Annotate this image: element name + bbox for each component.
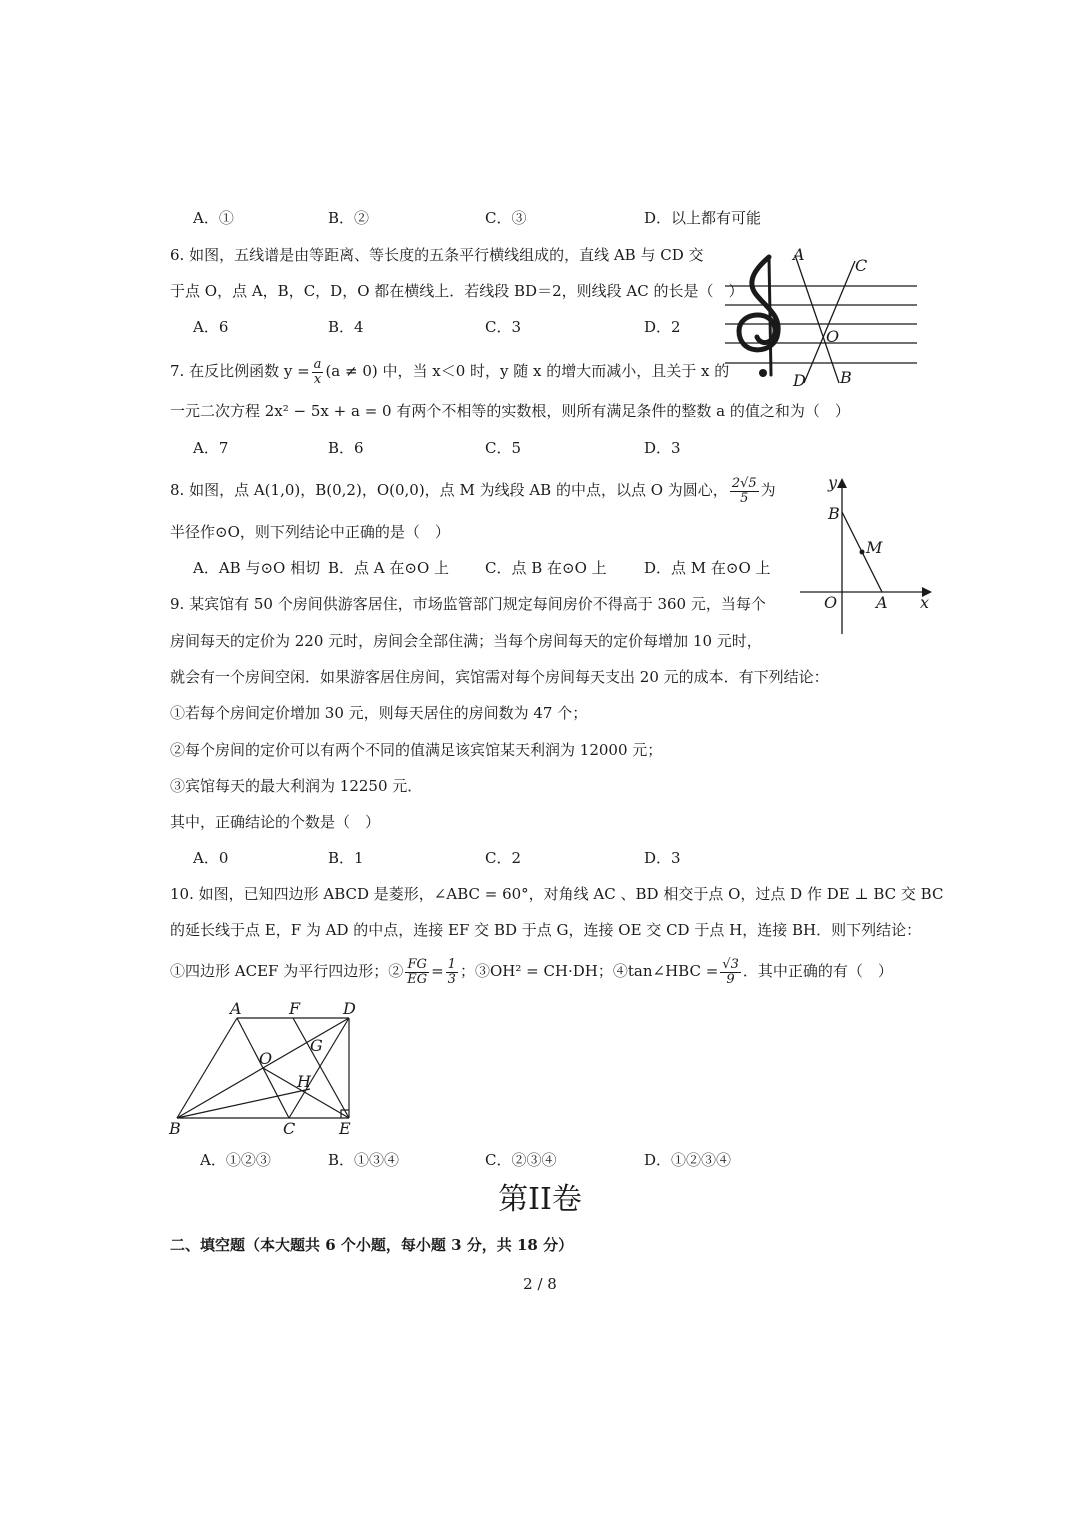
q5-option-a: A．①: [193, 209, 234, 227]
point-m: [860, 550, 865, 555]
fig10-label-b: B: [169, 1119, 181, 1138]
treble-clef-icon: [739, 257, 778, 377]
q9-option-c: C．2: [485, 849, 522, 867]
q7-text-line1-end: (a ≠ 0) 中，当 x＜0 时，y 随 x 的增大而减小，且关于 x 的: [325, 362, 730, 380]
fig6-label-c: C: [855, 256, 868, 275]
q8-text-line1-start: 8. 如图，点 A(1,0)，B(0,2)，O(0,0)，点 M 为线段 AB 的中点，以点 O 为圆心，: [170, 481, 728, 499]
q6-option-d: D．2: [644, 318, 681, 336]
q6-staff-figure: [725, 245, 920, 390]
q10-line3-start: ①四边形 ACEF 为平行四边形；②: [170, 962, 404, 980]
q9-option-a: A．0: [193, 849, 229, 867]
part2-title: 第II卷: [498, 1182, 582, 1217]
q10-fraction-tan: [720, 958, 741, 987]
y-axis-arrow-icon: [837, 478, 847, 488]
q10-option-c: C．②③④: [485, 1151, 557, 1169]
q8-coordinate-figure: [800, 472, 940, 637]
q9-text-line3: 就会有一个房间空闲．如果游客居住房间，宾馆需对每个房间每天支出 20 元的成本．有下列结论：: [170, 668, 829, 686]
q10-text-line1: 10. 如图，已知四边形 ABCD 是菱形，∠ABC = 60°，对角线 AC 、BD 相交于点 O，过点 D 作 DE ⊥ BC 交 BC: [170, 885, 944, 903]
fig8-label-y: y: [828, 473, 838, 492]
q10-frac1-num: FG: [405, 958, 429, 973]
q10-option-a: A．①②③: [200, 1151, 271, 1169]
q7-text-line1: [170, 356, 729, 387]
q9-question: 其中，正确结论的个数是（ ）: [170, 813, 381, 831]
q9-conclusion-2: ②每个房间的定价可以有两个不同的值满足该宾馆某天利润为 12000 元；: [170, 741, 663, 759]
q5-option-b: B．②: [328, 209, 370, 227]
q7-text-line1-start: 7. 在反比例函数 y =: [170, 362, 310, 380]
fig10-label-c: C: [283, 1119, 296, 1138]
fig6-label-a: A: [793, 245, 805, 264]
q8-option-d: D．点 M 在⊙O 上: [644, 559, 771, 577]
fig10-label-e: E: [339, 1119, 351, 1138]
q9-conclusion-1: ①若每个房间定价增加 30 元，则每天居住的房间数为 47 个；: [170, 704, 588, 722]
fig6-label-d: D: [793, 371, 806, 390]
q10-line3-end: ．其中正确的有（ ）: [742, 962, 893, 980]
fig10-label-o: O: [259, 1049, 273, 1068]
q7-option-a: A．7: [193, 439, 229, 457]
q10-frac1-den: EG: [407, 971, 428, 987]
q10-fraction-fg-eg: [405, 958, 429, 987]
q8-option-b: B．点 A 在⊙O 上: [328, 559, 450, 577]
q8-text-line2: 半径作⊙O，则下列结论中正确的是（ ）: [170, 523, 450, 541]
q7-option-d: D．3: [644, 439, 681, 457]
q10-frac3-den: 9: [726, 971, 735, 987]
q8-option-c: C．点 B 在⊙O 上: [485, 559, 607, 577]
fig8-label-x: x: [920, 593, 930, 612]
q8-fraction-den: 5: [740, 490, 749, 506]
q10-option-d: D．①②③④: [644, 1151, 732, 1169]
q10-fraction-one-third: [446, 958, 458, 987]
q10-line3-equals: =: [431, 962, 444, 980]
fig6-label-b: B: [840, 368, 852, 387]
side-ab: [177, 1018, 237, 1118]
q6-text-line2: 于点 O，点 A，B，C，D，O 都在横线上．若线段 BD＝2，则线段 AC 的长是（ ）: [170, 282, 744, 300]
q5-option-d: D．以上都有可能: [644, 209, 762, 227]
q8-option-a: A．AB 与⊙O 相切: [193, 559, 321, 577]
q10-text-line2: 的延长线于点 E，F 为 AD 的中点，连接 EF 交 BD 于点 G，连接 OE 交 CD 于点 H，连接 BH．则下列结论：: [170, 921, 922, 939]
fig8-label-o: O: [824, 593, 838, 612]
q8-text-line1: [170, 474, 776, 506]
q9-option-b: B．1: [328, 849, 364, 867]
section2-heading: 二、填空题（本大题共 6 个小题，每小题 3 分，共 18 分）: [170, 1236, 574, 1254]
segment-bh: [177, 1089, 310, 1118]
q10-rhombus-figure: [165, 998, 365, 1140]
q6-option-a: A．6: [193, 318, 229, 336]
fig10-label-g: G: [310, 1036, 323, 1055]
q7-fraction: [312, 358, 324, 387]
q10-option-b: B．①③④: [328, 1151, 400, 1169]
q7-fraction-num: a: [313, 356, 322, 372]
q6-option-b: B．4: [328, 318, 364, 336]
q10-line3-middle: ；③OH² = CH·DH；④tan∠HBC =: [459, 962, 719, 980]
line-cd: [804, 261, 855, 383]
q9-option-d: D．3: [644, 849, 681, 867]
q8-text-line1-end: 为: [760, 481, 776, 499]
q9-text-line1: 9. 某宾馆有 50 个房间供游客居住，市场监管部门规定每间房价不得高于 360 元，当每个: [170, 595, 766, 613]
q8-fraction: [730, 477, 759, 506]
q10-frac2-num: 1: [447, 956, 456, 972]
fig8-label-a: A: [876, 593, 888, 612]
q5-option-c: C．③: [485, 209, 527, 227]
page-number: 2 / 8: [523, 1275, 557, 1293]
fig6-label-o: O: [826, 327, 840, 346]
q10-text-line3: [170, 953, 893, 989]
q7-text-line2: 一元二次方程 2x² − 5x + a = 0 有两个不相等的实数根，则所有满足条件的整数 a 的值之和为（ ）: [170, 402, 850, 420]
q7-fraction-den: x: [313, 371, 322, 387]
line-ab: [795, 255, 839, 383]
q9-text-line2: 房间每天的定价为 220 元时，房间会全部住满；当每个房间每天的定价每增加 10 元时，: [170, 632, 762, 650]
q9-conclusion-3: ③宾馆每天的最大利润为 12250 元．: [170, 777, 423, 795]
q7-option-b: B．6: [328, 439, 364, 457]
fig10-label-f: F: [289, 999, 301, 1018]
fig10-label-h: H: [297, 1072, 311, 1091]
fig8-label-m: M: [866, 538, 883, 557]
q6-text-line1: 6. 如图，五线谱是由等距离、等长度的五条平行横线组成的，直线 AB 与 CD 交: [170, 246, 704, 264]
q6-option-c: C．3: [485, 318, 522, 336]
q7-option-c: C．5: [485, 439, 522, 457]
q10-frac3-num: √3: [722, 956, 739, 972]
fig10-label-a: A: [230, 999, 242, 1018]
q10-frac2-den: 3: [447, 971, 456, 987]
fig8-label-b: B: [828, 504, 840, 523]
q8-fraction-num: 2√5: [731, 475, 757, 491]
fig10-label-d: D: [343, 999, 356, 1018]
